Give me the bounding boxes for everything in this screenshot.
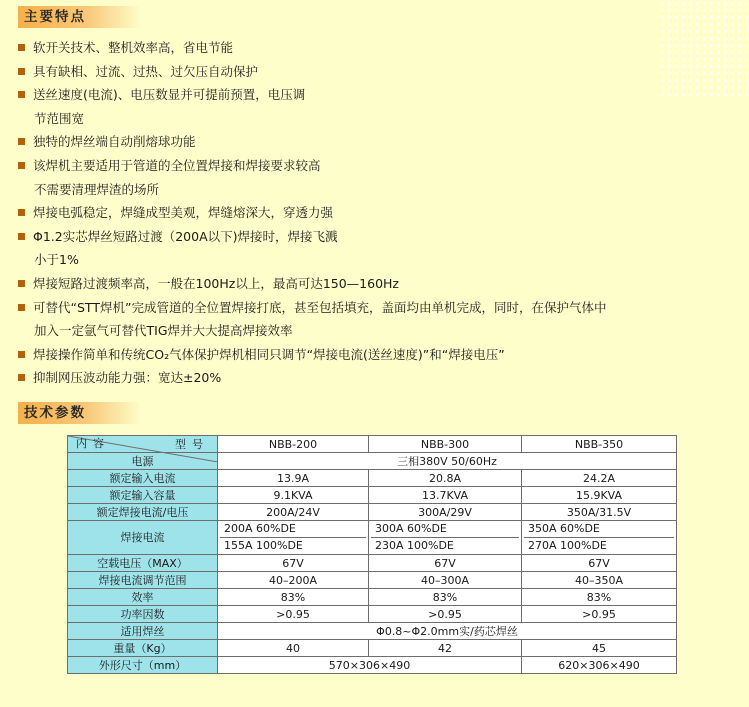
feature-text: 具有缺相、过流、过热、过欠压自动保护 bbox=[33, 63, 259, 79]
spec-table bbox=[67, 435, 677, 674]
square-bullet-icon bbox=[18, 351, 25, 358]
cell: 200A/24V bbox=[218, 504, 369, 521]
sub-cell: 200A 60%DE bbox=[224, 522, 296, 535]
feature-text: 焊接操作简单和传统CO₂气体保护焊机相同只调节“焊接电流(送丝速度)”和“焊接电压” bbox=[33, 346, 505, 362]
cell: 42 bbox=[369, 640, 522, 657]
cell: 83% bbox=[218, 589, 369, 606]
cell: 45 bbox=[522, 640, 677, 657]
feature-item bbox=[18, 201, 738, 225]
row-label: 额定输入容量 bbox=[68, 487, 218, 504]
table-row bbox=[68, 572, 677, 589]
cell: 13.7KVA bbox=[369, 487, 522, 504]
cell: 67V bbox=[218, 555, 369, 572]
square-bullet-icon bbox=[18, 91, 25, 98]
section-title-specs: 技术参数 bbox=[18, 402, 142, 424]
feature-item bbox=[18, 366, 738, 390]
square-bullet-icon bbox=[18, 304, 25, 311]
row-label: 适用焊丝 bbox=[68, 623, 218, 640]
row-label: 电源 bbox=[68, 453, 218, 470]
table-row bbox=[68, 470, 677, 487]
cell: 13.9A bbox=[218, 470, 369, 487]
table-row bbox=[68, 589, 677, 606]
cell: 67V bbox=[522, 555, 677, 572]
table-row bbox=[68, 504, 677, 521]
square-bullet-icon bbox=[18, 374, 25, 381]
section-title-features: 主要特点 bbox=[18, 6, 142, 28]
cell: 300A/29V bbox=[369, 504, 522, 521]
feature-item bbox=[18, 60, 738, 84]
model-nbb-300: NBB-300 bbox=[369, 436, 522, 453]
feature-text: 小于1% bbox=[34, 252, 79, 268]
model-nbb-200: NBB-200 bbox=[218, 436, 369, 453]
cell: 620×306×490 bbox=[522, 657, 677, 674]
cell: 15.9KVA bbox=[522, 487, 677, 504]
feature-text: Φ1.2实芯焊丝短路过渡（200A以下)焊接时，焊接飞溅 bbox=[33, 228, 338, 244]
feature-text: 节范围宽 bbox=[34, 110, 85, 126]
table-row bbox=[68, 521, 677, 555]
feature-item bbox=[18, 343, 738, 367]
feature-text: 可替代“STT焊机”完成管道的全位置焊接打底，甚至包括填充，盖面均由单机完成，同时，在保护气体中 bbox=[33, 299, 607, 315]
row-value: 三相380V 50/60Hz bbox=[218, 453, 677, 470]
row-label: 功率因数 bbox=[68, 606, 218, 623]
cell: 350A/31.5V bbox=[522, 504, 677, 521]
table-row bbox=[68, 487, 677, 504]
square-bullet-icon bbox=[18, 162, 25, 169]
feature-text: 该焊机主要适用于管道的全位置焊接和焊接要求较高 bbox=[33, 157, 321, 173]
table-row bbox=[68, 606, 677, 623]
table-row bbox=[68, 657, 677, 674]
cell: 40–350A bbox=[522, 572, 677, 589]
square-bullet-icon bbox=[18, 44, 25, 51]
feature-text: 送丝速度(电流)、电压数显并可提前预置，电压调 bbox=[33, 87, 306, 103]
square-bullet-icon bbox=[18, 68, 25, 75]
cell: 9.1KVA bbox=[218, 487, 369, 504]
feature-item bbox=[18, 130, 738, 154]
cell: 40–300A bbox=[369, 572, 522, 589]
sub-cell: 300A 60%DE bbox=[375, 522, 447, 535]
square-bullet-icon bbox=[18, 233, 25, 240]
feature-list bbox=[18, 36, 738, 390]
feature-item bbox=[18, 225, 738, 272]
table-row bbox=[68, 640, 677, 657]
sub-cell: 350A 60%DE bbox=[528, 522, 600, 535]
row-label: 焊接电流调节范围 bbox=[68, 572, 218, 589]
feature-text: 焊接短路过渡频率高，一般在100Hz以上，最高可达150—160Hz bbox=[33, 275, 399, 291]
row-label: 效率 bbox=[68, 589, 218, 606]
feature-item bbox=[18, 272, 738, 296]
cell: 40–200A bbox=[218, 572, 369, 589]
header-model-label: 型号 bbox=[175, 438, 209, 451]
feature-text: 软开关技术、整机效率高，省电节能 bbox=[33, 40, 234, 55]
feature-item bbox=[18, 83, 738, 130]
table-row bbox=[68, 623, 677, 640]
row-label: 重量（Kg） bbox=[68, 640, 218, 657]
cell: 570×306×490 bbox=[218, 657, 522, 674]
square-bullet-icon bbox=[18, 209, 25, 216]
feature-item bbox=[18, 36, 738, 60]
sub-cell: 270A 100%DE bbox=[524, 537, 674, 554]
square-bullet-icon bbox=[18, 138, 25, 145]
header-content-label: 内容 bbox=[76, 437, 110, 450]
feature-text: 加入一定氩气可替代TIG焊并大大提高焊接效率 bbox=[34, 323, 293, 339]
feature-text: 不需要清理焊渣的场所 bbox=[34, 181, 160, 197]
cell: 83% bbox=[369, 589, 522, 606]
table-row bbox=[68, 555, 677, 572]
model-nbb-350: NBB-350 bbox=[522, 436, 677, 453]
cell: >0.95 bbox=[218, 606, 369, 623]
cell bbox=[369, 521, 522, 555]
square-bullet-icon bbox=[18, 280, 25, 287]
header-diagonal-cell bbox=[68, 436, 218, 453]
feature-text: 焊接电弧稳定，焊缝成型美观，焊缝熔深大，穿透力强 bbox=[33, 205, 334, 221]
cell bbox=[522, 521, 677, 555]
row-label: 额定焊接电流/电压 bbox=[68, 504, 218, 521]
row-label: 空载电压（MAX） bbox=[68, 555, 218, 572]
cell bbox=[218, 521, 369, 555]
cell: >0.95 bbox=[522, 606, 677, 623]
table-header-row bbox=[68, 436, 677, 453]
cell: >0.95 bbox=[369, 606, 522, 623]
row-value: Φ0.8~Φ2.0mm实/药芯焊丝 bbox=[218, 623, 677, 640]
cell: 20.8A bbox=[369, 470, 522, 487]
cell: 40 bbox=[218, 640, 369, 657]
feature-text: 抑制网压波动能力强：宽达±20% bbox=[33, 370, 222, 386]
cell: 24.2A bbox=[522, 470, 677, 487]
row-label: 额定输入电流 bbox=[68, 470, 218, 487]
row-label: 焊接电流 bbox=[68, 521, 218, 555]
sub-cell: 230A 100%DE bbox=[371, 537, 519, 554]
cell: 67V bbox=[369, 555, 522, 572]
feature-item bbox=[18, 154, 738, 201]
cell: 83% bbox=[522, 589, 677, 606]
feature-text: 独特的焊丝端自动削熔球功能 bbox=[33, 134, 196, 150]
row-label: 外形尺寸（mm） bbox=[68, 657, 218, 674]
sub-cell: 155A 100%DE bbox=[220, 537, 366, 554]
feature-item bbox=[18, 296, 738, 343]
